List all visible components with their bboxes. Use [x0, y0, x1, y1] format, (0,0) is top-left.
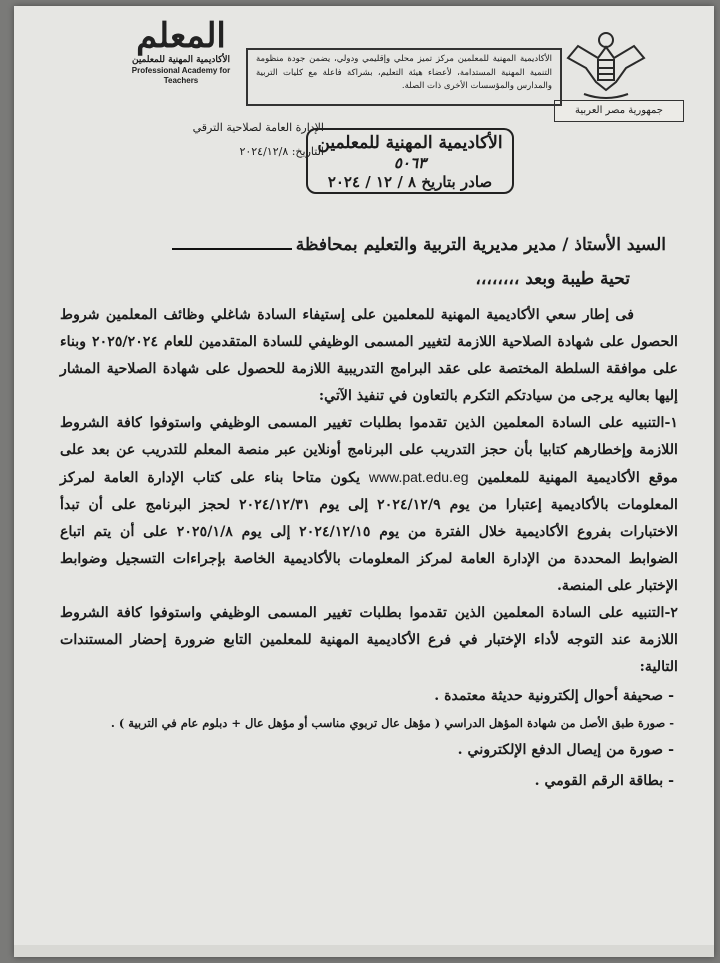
academy-logo [116, 18, 246, 88]
point-two-number: ٢- [664, 605, 678, 621]
point-one-number: ١- [664, 415, 678, 431]
intro-paragraph: فى إطار سعي الأكاديمية المهنية للمعلمين على إستيفاء السادة شاغلي وظائف المعلمين شروط الحصول على شهادة الصلاحية اللازمة لتغيير المسمى الوظيفي للسادة المتقدمين للعام ٢٠٢٥/٢٠٢٤ وبناء على موافقة السلطة المختصة على عقد البرامج التدريبية اللازمة للحصول على شهادة الصلاحية المشار إليها بعاليه يرجى من سيادتكم التكرم بالتعاون في تنفيذ الآتي: [60, 307, 679, 404]
document-item: - صورة من إيصال الدفع الإلكتروني . [457, 742, 674, 758]
document-item: - صورة طبق الأصل من شهادة المؤهل الدراسي ( مؤهل عال تربوي مناسب أو مؤهل عال + دبلوم عام في التربية ) . [110, 716, 674, 730]
point-one [60, 410, 678, 600]
required-documents-list [60, 681, 678, 797]
document-item: - بطاقة الرقم القومي . [534, 773, 674, 789]
document-item: - صحيفة أحوال إلكترونية حديثة معتمدة . [434, 688, 674, 704]
logo-english-text: Professional Academy for Teachers [131, 66, 231, 85]
stamp-number: ٥٠٦٣ [393, 154, 427, 172]
logo-arabic-text: الأكاديمية المهنية للمعلمين [131, 55, 231, 65]
letter-date: التاريخ: ٢٠٢٤/١٢/٨ [239, 145, 324, 158]
letter-page [14, 6, 714, 957]
point-one-text-b: يكون متاحا بناء على كتاب الإدارة العامة لمركز المعلومات بالأكاديمية إعتبارا من يوم ٢٠٢٤/١٢/٩ إلى يوم ٢٠٢٤/١٢/٣١ لحجز البرنامج على أن تبدأ الاختبارات بفروع الأكاديمية خلال الفترة من يوم ٢٠٢٤/١٢/١٥ إلى يوم ٢٠٢٥/١/٨ على أن يتم اتباع الضوابط المحددة من الإدارة العامة لمركز المعلومات بالأكاديمية الخاصة بإجراءات التسجيل وضوابط الإختبار على المنصة. [60, 470, 678, 594]
country-label: جمهورية مصر العربية [554, 100, 684, 122]
point-two [60, 600, 678, 681]
outgoing-stamp [306, 128, 514, 194]
addressee-text: السيد الأستاذ / مدير مديرية التربية والتعليم بمحافظة [295, 235, 666, 255]
academy-website-link[interactable]: www.pat.edu.eg [368, 469, 469, 485]
blank-line [172, 248, 292, 250]
point-one-text-a: التنبيه على السادة المعلمين الذين تقدموا بطلبات تغيير المسمى الوظيفي واستوفوا كافة الشروط اللازمة وإخطارهم كتابيا بأن حجز التدريب على البرنامج أونلاين عبر منصة المعلم للتدريب عن بعد على موقع الأكاديمية المهنية للمعلمين [60, 415, 678, 486]
egypt-eagle-emblem-icon [558, 24, 654, 102]
letter-body [60, 302, 678, 797]
addressee-line [46, 233, 666, 257]
point-two-text: التنبيه على السادة المعلمين الذين تقدموا بطلبات تغيير المسمى الوظيفي واستوفوا كافة الشروط اللازمة عند التوجه لأداء الإختبار في فرع الأكاديمية المهنية للمعلمين التابع ضرورة إحضار المستندات التالية: [60, 605, 678, 675]
academy-description-box: الأكاديمية المهنية للمعلمين مركز تميز محلي وإقليمي ودولي، يضمن جودة منظومة التنمية المهنية المستدامة، لأعضاء هيئة التعليم، بشراكة فاعلة مع كليات التربية والمدارس والمؤسسات الأخرى ذات الصلة. [246, 48, 562, 106]
department-name: الإدارة العامة لصلاحية الترقي [192, 121, 324, 134]
stamp-date: صادر بتاريخ ٨ / ١٢ / ٢٠٢٤ [327, 173, 493, 191]
page-bottom-edge [14, 945, 714, 957]
department-block [114, 116, 324, 164]
logo-mark: المعلم [136, 16, 226, 56]
greeting: تحية طيبة وبعد ،،،،،،،، [475, 269, 630, 289]
stamp-title: الأكاديمية المهنية للمعلمين [317, 133, 503, 153]
